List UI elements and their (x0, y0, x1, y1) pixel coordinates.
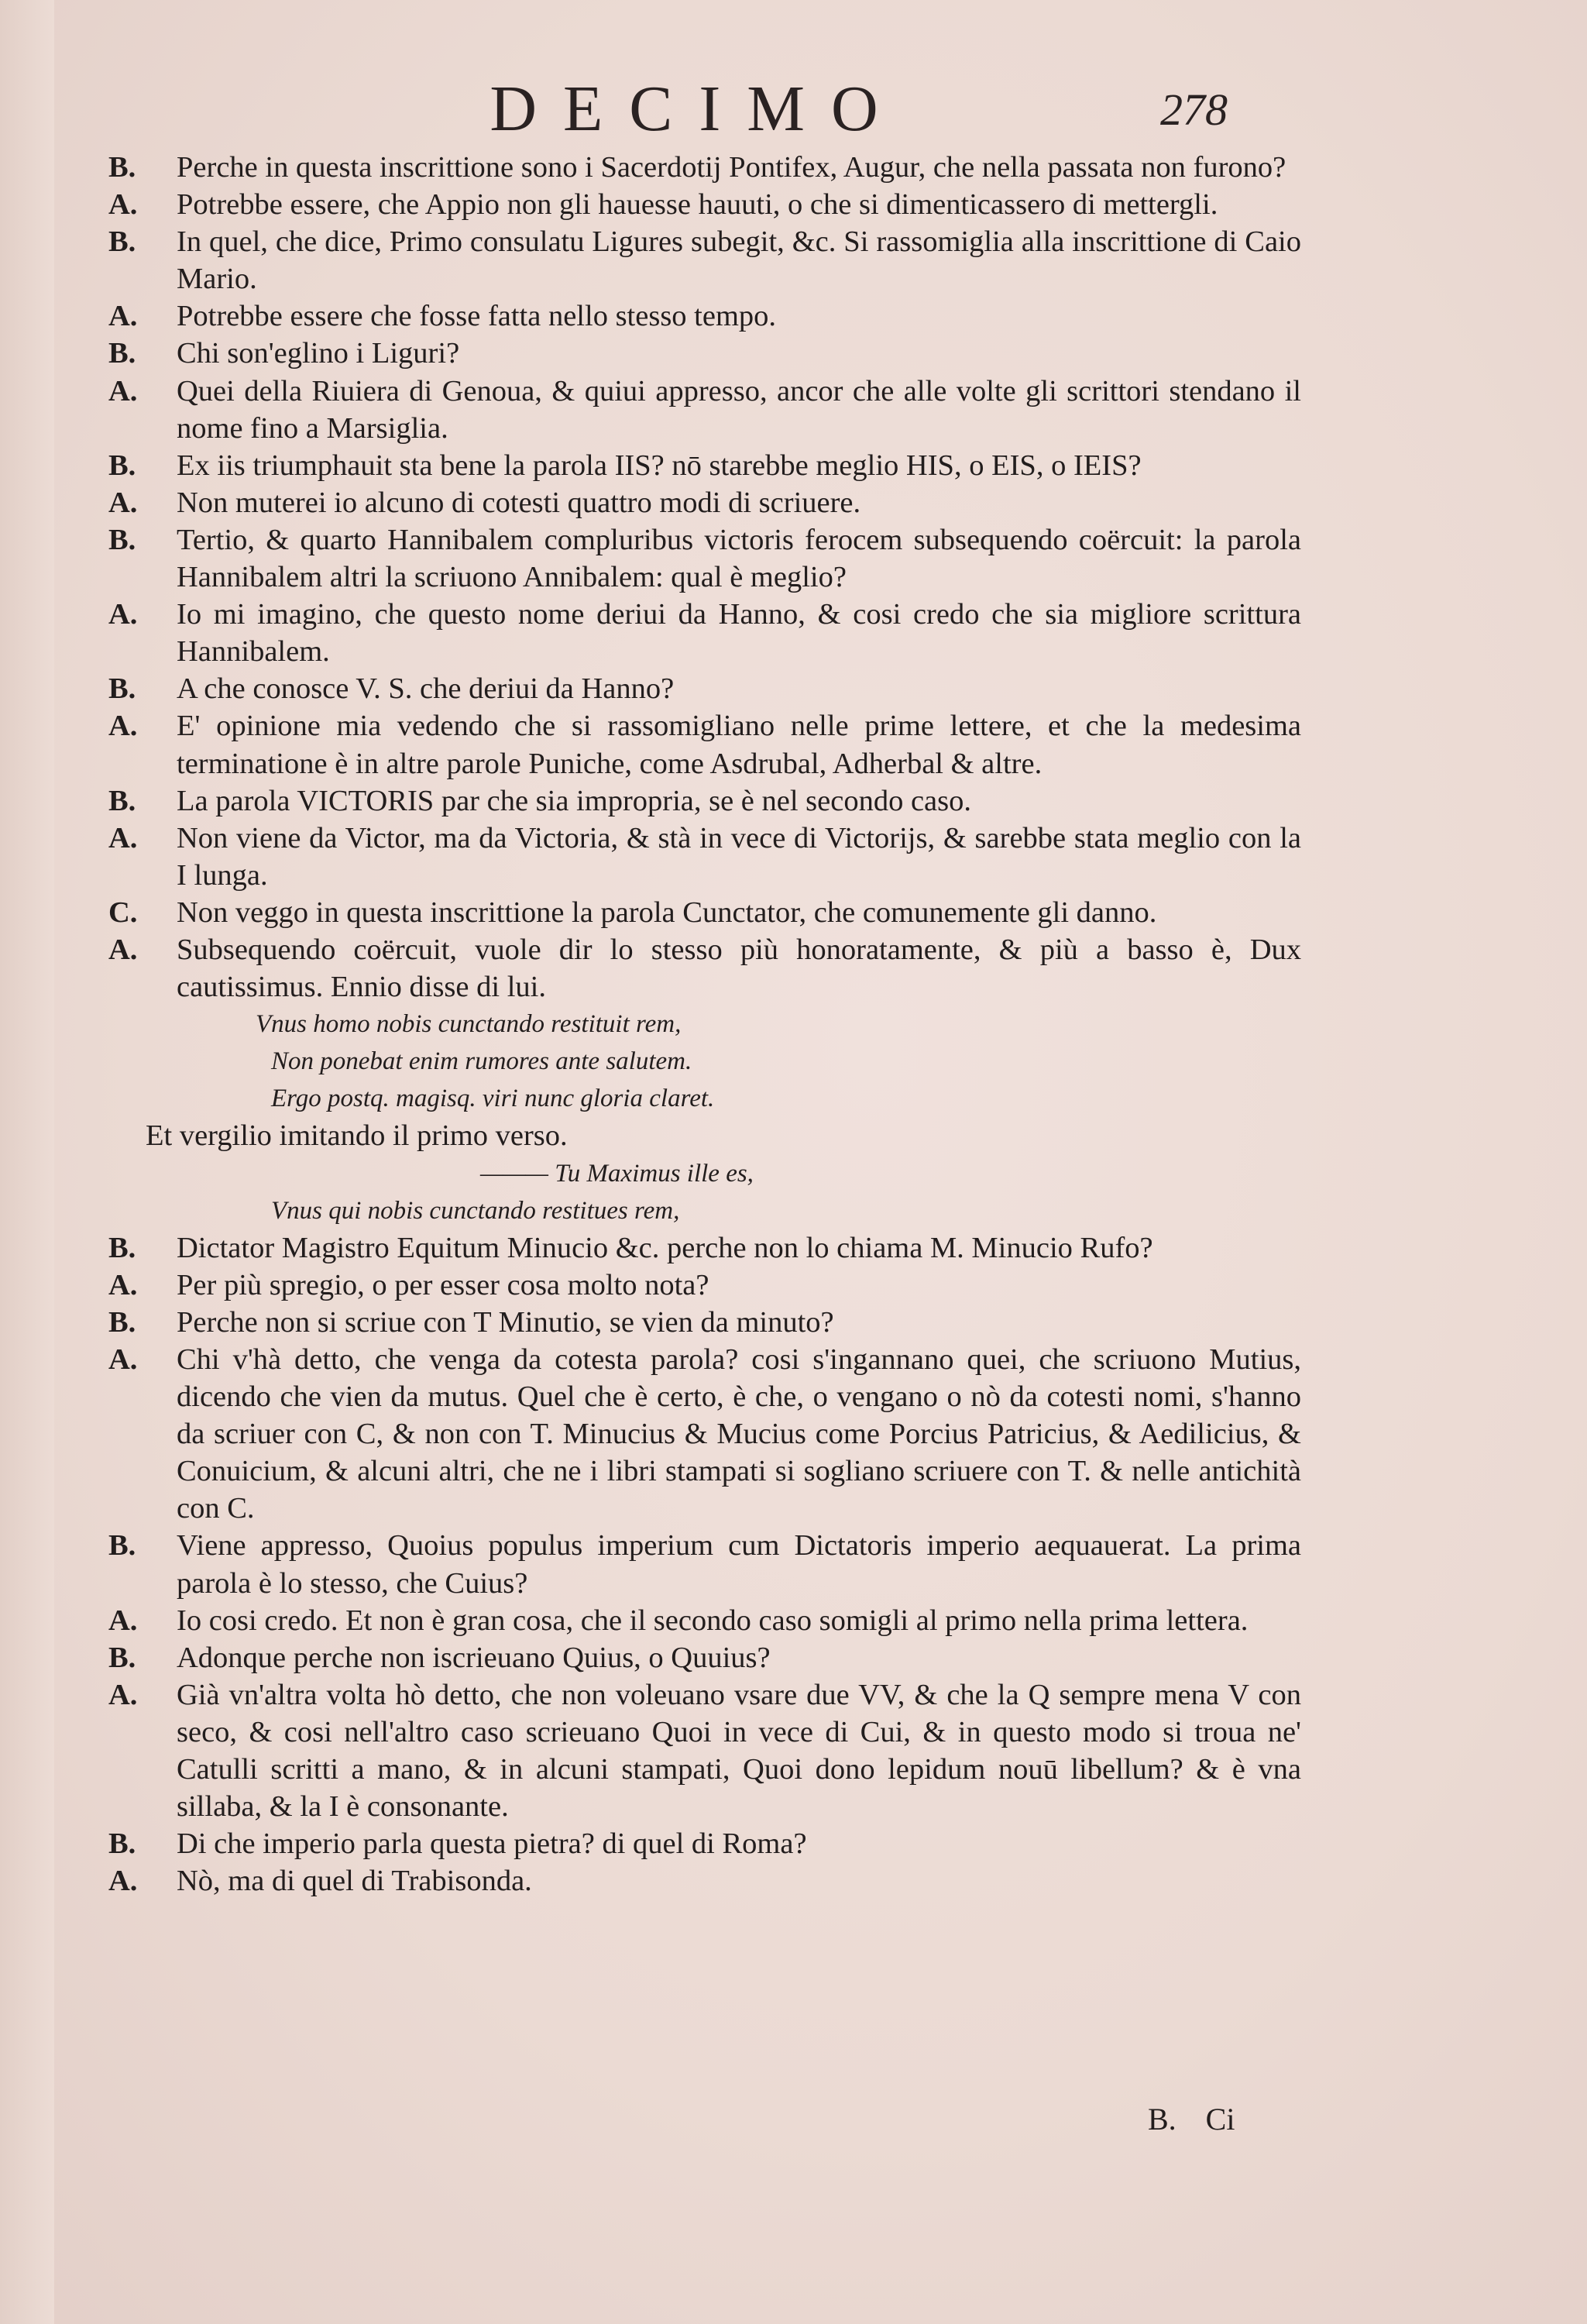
catchword: B. Ci (1148, 2102, 1235, 2137)
speech-text: La parola VICTORIS par che sia impropria, se è nel secondo caso. (177, 784, 972, 817)
dialogue-entry (108, 707, 1301, 782)
dialogue-text (108, 149, 1301, 1899)
verse-line: Vnus homo nobis cunctando restituit rem, (256, 1010, 682, 1039)
speaker-label: A. (108, 188, 138, 222)
speech-text: Non muterei io alcuno di cotesti quattro modi di scriuere. (177, 486, 861, 519)
dialogue-entry (108, 186, 1301, 223)
speaker-label: B. (108, 523, 136, 556)
speech-text: Dictator Magistro Equitum Minucio &c. perche non lo chiama M. Minucio Rufo? (177, 1231, 1153, 1264)
speech-text: In quel, che dice, Primo consulatu Ligures subegit, &c. Si rassomiglia alla inscrittione di Caio Mario. (177, 225, 1301, 296)
dialogue-entry (108, 1862, 1301, 1899)
speaker-label: A. (108, 300, 138, 333)
speaker-label: A. (108, 1678, 138, 1711)
speech-text: Chi v'hà detto, che venga da cotesta parola? cosi s'ingannano quei, che scriuono Mutius, dicendo che vien da mutus. Quel che è certo, è che, o vengano o nò da cotesti nomi, s'hanno da scriuer con C, & non con T. Minucius & Mucius come Porcius Patricius, & Aedilicius, & Conuicium, & alcuni altri, che ne i libri stampati si sogliano scriuere con T. & nelle antichità con C. (177, 1343, 1301, 1525)
dialogue-entry (108, 1825, 1301, 1862)
dialogue-entry (108, 1229, 1301, 1267)
speaker-label: B. (108, 1231, 136, 1264)
speech-text: Adonque perche non iscrieuano Quius, o Quuius? (177, 1641, 771, 1674)
speaker-label: B. (108, 672, 136, 706)
speaker-label: B. (108, 784, 136, 817)
dialogue-entry (108, 596, 1301, 670)
speaker-label: B. (108, 1305, 136, 1339)
speech-text: Di che imperio parla questa pietra? di quel di Roma? (177, 1827, 807, 1861)
dialogue-entry (108, 223, 1301, 297)
dialogue-entry (108, 1304, 1301, 1341)
dialogue-entry (108, 670, 1301, 707)
dialogue-entry (108, 931, 1301, 1006)
speaker-label: A. (108, 374, 138, 407)
speaker-label: A. (108, 710, 138, 743)
speaker-label: C. (108, 896, 138, 929)
speaker-label: B. (108, 225, 136, 259)
speaker-label: B. (108, 449, 136, 482)
speaker-label: B. (108, 1529, 136, 1563)
dialogue-entry (108, 149, 1301, 186)
dialogue-entry (108, 335, 1301, 372)
dialogue-entry (108, 521, 1301, 596)
speaker-label: A. (108, 1604, 138, 1637)
speech-text: Io mi imagino, che questo nome deriui da Hanno, & cosi credo che sia migliore scrittura Hannibalem. (177, 598, 1301, 669)
dialogue-entry (108, 820, 1301, 894)
speaker-label: B. (108, 151, 136, 184)
verse-line: Vnus qui nobis cunctando restitues rem, (271, 1196, 680, 1225)
dialogue-entry (108, 297, 1301, 335)
page-number: 278 (1160, 84, 1228, 135)
speech-text: Perche non si scriue con T Minutio, se vien da minuto? (177, 1305, 834, 1339)
speech-text: Non viene da Victor, ma da Victoria, & stà in vece di Victorijs, & sarebbe stata meglio con la I lunga. (177, 821, 1301, 892)
dialogue-entry (108, 1341, 1301, 1527)
dialogue-entry (108, 1117, 1301, 1154)
speech-text: Viene appresso, Quoius populus imperium cum Dictatoris imperio aequauerat. La prima parola è lo stesso, che Cuius? (177, 1529, 1301, 1600)
speaker-label: A. (108, 1865, 138, 1898)
verse-line: ——— Tu Maximus ille es, (480, 1159, 754, 1188)
speaker-label: B. (108, 337, 136, 370)
speaker-label: A. (108, 1343, 138, 1376)
speech-text: Nò, ma di quel di Trabisonda. (177, 1865, 532, 1898)
speaker-label: A. (108, 1268, 138, 1301)
speech-text: Tertio, & quarto Hannibalem compluribus victoris ferocem subsequendo coërcuit: la parola Hannibalem altri la scriuono Annibalem: qual è meglio? (177, 523, 1301, 594)
speaker-label: B. (108, 1827, 136, 1861)
dialogue-entry (108, 1527, 1301, 1601)
speech-text: Non veggo in questa inscrittione la parola Cunctator, che comunemente gli danno. (177, 896, 1157, 929)
speech-text: Io cosi credo. Et non è gran cosa, che il secondo caso somigli al primo nella prima lettera. (177, 1604, 1249, 1637)
verse-line: Ergo postq. magisq. viri nunc gloria claret. (271, 1085, 715, 1113)
speech-text: Quei della Riuiera di Genoua, & quiui appresso, ancor che alle volte gli scrittori stendano il nome fino a Marsiglia. (177, 374, 1301, 445)
speaker-label: A. (108, 933, 138, 966)
dialogue-entry (108, 484, 1301, 521)
speech-text: Perche in questa inscrittione sono i Sacerdotij Pontifex, Augur, che nella passata non furono? (177, 151, 1286, 184)
gutter-shadow (0, 0, 54, 2324)
speech-text: Per più spregio, o per esser cosa molto nota? (177, 1268, 709, 1301)
dialogue-entry (108, 1267, 1301, 1304)
running-title: DECIMO (489, 73, 905, 145)
dialogue-entry (108, 373, 1301, 447)
speech-text: Già vn'altra volta hò detto, che non voleuano vsare due VV, & che la Q sempre mena V con seco, & cosi nell'altro caso scrieuano Quoi in vece di Cui, & in questo modo si troua ne' Catulli scritti a mano, & in alcuni stampati, Quoi dono lepidum nouū libellum? & è vna sillaba, & la I è consonante. (177, 1678, 1301, 1824)
dialogue-entry (108, 1639, 1301, 1676)
speaker-label: A. (108, 821, 138, 854)
speech-text: Chi son'eglino i Liguri? (177, 337, 460, 370)
speech-text: A che conosce V. S. che deriui da Hanno? (177, 672, 675, 706)
dialogue-entry (108, 894, 1301, 931)
dialogue-entry (108, 1602, 1301, 1639)
speech-text: Potrebbe essere, che Appio non gli hauesse hauuti, o che si dimenticassero di mettergli. (177, 188, 1218, 222)
speech-text: Potrebbe essere che fosse fatta nello stesso tempo. (177, 300, 777, 333)
verse-line: Non ponebat enim rumores ante salutem. (271, 1047, 692, 1076)
dialogue-entry (108, 1676, 1301, 1825)
dialogue-entry (108, 782, 1301, 820)
speech-text: Subsequendo coërcuit, vuole dir lo stesso più honoratamente, & più a basso è, Dux cautissimus. Ennio disse di lui. (177, 933, 1301, 1004)
speaker-label: B. (108, 1641, 136, 1674)
speech-text: Ex iis triumphauit sta bene la parola IIS? nō starebbe meglio HIS, o EIS, o IEIS? (177, 449, 1142, 482)
speaker-label: A. (108, 486, 138, 519)
vergilio-intro: Et vergilio imitando il primo verso. (146, 1119, 568, 1153)
speech-text: E' opinione mia vedendo che si rassomigliano nelle prime lettere, et che la medesima terminatione è in altre parole Puniche, come Asdrubal, Adherbal & altre. (177, 710, 1301, 780)
dialogue-entry (108, 447, 1301, 484)
speaker-label: A. (108, 598, 138, 631)
